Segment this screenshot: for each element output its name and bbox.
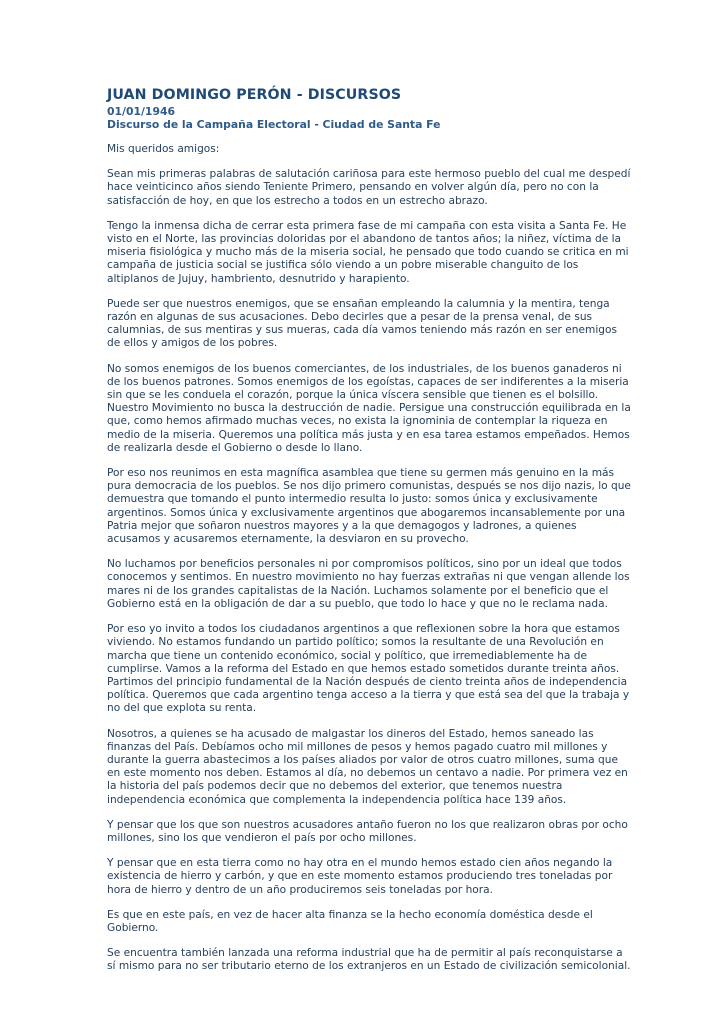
paragraph: Se encuentra también lanzada una reforma industrial que ha de permitir al país reconquistarse a sí mismo para no ser tributario eterno de los extranjeros en un Estado de civilización semicolonial. — [107, 947, 631, 973]
paragraph: Por eso nos reunimos en esta magnífica asamblea que tiene su germen más genuino en la más pura democracia de los pueblos. Se nos dijo primero comunistas, después se nos dijo nazis, lo que demuestra que tomando el punto intermedio resulta lo justo: somos única y exclusivamente argentinos. Somos única y exclusivamente argentinos que abogaremos incansablemente por una Patria mejor que soñaron nuestros mayores y a la que demagogos y ladrones, a quienes acusamos y acusaremos eternamente, la desviaron en su provecho. — [107, 467, 631, 546]
paragraph: Tengo la inmensa dicha de cerrar esta primera fase de mi campaña con esta visita a Santa Fe. He visto en el Norte, las provincias doloridas por el abandono de tantos años; la niñez, víctima de la miseria fisiológica y mucho más de la miseria social, he pensado que todo cuando se critica en mi campaña de justicia social se justifica sólo viendo a un pobre miserable changuito de los altiplanos de Jujuy, hambriento, desnutrido y harapiento. — [107, 219, 629, 285]
paragraph: No somos enemigos de los buenos comerciantes, de los industriales, de los buenos ganaderos ni de los buenos patrones. Somos enemigos de los egoístas, capaces de ser indiferentes a la miseria sin que se les conduela el corazón, porque la única víscera sensible que tienen es el bolsillo. Nuestro Movimiento no busca la destrucción de nadie. Persigue una construcción equilibrada en la que, como hemos afirmado muchas veces, no exista la ignominia de contemplar la riqueza en medio de la miseria. Queremos una política más justa y en esa tarea estamos empeñados. Hemos de realizarla desde el Gobierno o desde lo llano. — [107, 362, 631, 454]
paragraph: Y pensar que los que son nuestros acusadores antaño fueron no los que realizaron obras por ocho millones, sino los que vendieron el país por ocho millones. — [107, 818, 628, 844]
paragraph: Y pensar que en esta tierra como no hay otra en el mundo hemos estado cien años negando la existencia de hierro y carbón, y que en este momento estamos produciendo tres toneladas por hora de hierro y dentro de un año produciremos seis toneladas por hora. — [107, 857, 613, 896]
paragraph: No luchamos por beneficios personales ni por compromisos políticos, sino por un ideal que todos conocemos y sentimos. En nuestro movimiento no hay fuerzas extrañas ni que vengan allende los mares ni de los grandes capitalistas de la Nación. Luchamos solamente por el beneficio que el Gobierno está en la obligación de dar a su pueblo, que todo lo hace y que no le reclama nada. — [107, 558, 630, 610]
paragraph: Por eso yo invito a todos los ciudadanos argentinos a que reflexionen sobre la hora que estamos viviendo. No estamos fundando un partido político; somos la resultante de una Revolución en marcha que tiene un contenido económico, social y político, que irremediablemente ha de cumplirse. Vamos a la reforma del Estado en que hemos estado sometidos durante treinta años. Partimos del principio fundamental de la Nación después de ciento treinta años de independencia política. Queremos que cada argentino tenga acceso a la tierra y que está sea del que la trabaja y no del que explota su renta. — [107, 623, 630, 715]
paragraph: Puede ser que nuestros enemigos, que se ensañan empleando la calumnia y la mentira, tenga razón en algunas de sus acusaciones. Debo decirles que a pesar de la prensa venal, de sus calumnias, de sus mentiras y sus mueras, cada día vamos teniendo más razón en ser enemigos de ellos y amigos de los pobres. — [107, 297, 617, 350]
speech-date: 01/01/1946 — [107, 105, 175, 118]
paragraph: Es que en este país, en vez de hacer alta finanza se la hecho economía doméstica desde el Gobierno. — [107, 908, 593, 934]
paragraph: Nosotros, a quienes se ha acusado de malgastar los dineros del Estado, hemos saneado las finanzas del País. Debíamos ocho mil millones de pesos y hemos pagado cuatro mil millones y durante la guerra abastecimos a los países aliados por valor de otros cuatro millones, suma que en este momento nos deben. Estamos al día, no debemos un centavo a nadie. Por primera vez en la historia del país podemos decir que no debemos del exterior, que tenemos nuestra independencia económica que complementa la independencia política hace 139 años. — [107, 727, 628, 806]
document-title: JUAN DOMINGO PERÓN - DISCURSOS — [107, 87, 402, 103]
speech-subtitle: Discurso de la Campaña Electoral - Ciudad de Santa Fe — [107, 118, 441, 131]
paragraph: Sean mis primeras palabras de salutación cariñosa para este hermoso pueblo del cual me despedí hace veinticinco años siendo Teniente Primero, pensando en volver algún día, pero no con la satisfacción de hoy, en que los estrecho a todos en un estrecho abrazo. — [107, 168, 631, 207]
paragraph-salutation: Mis queridos amigos: — [107, 143, 220, 155]
